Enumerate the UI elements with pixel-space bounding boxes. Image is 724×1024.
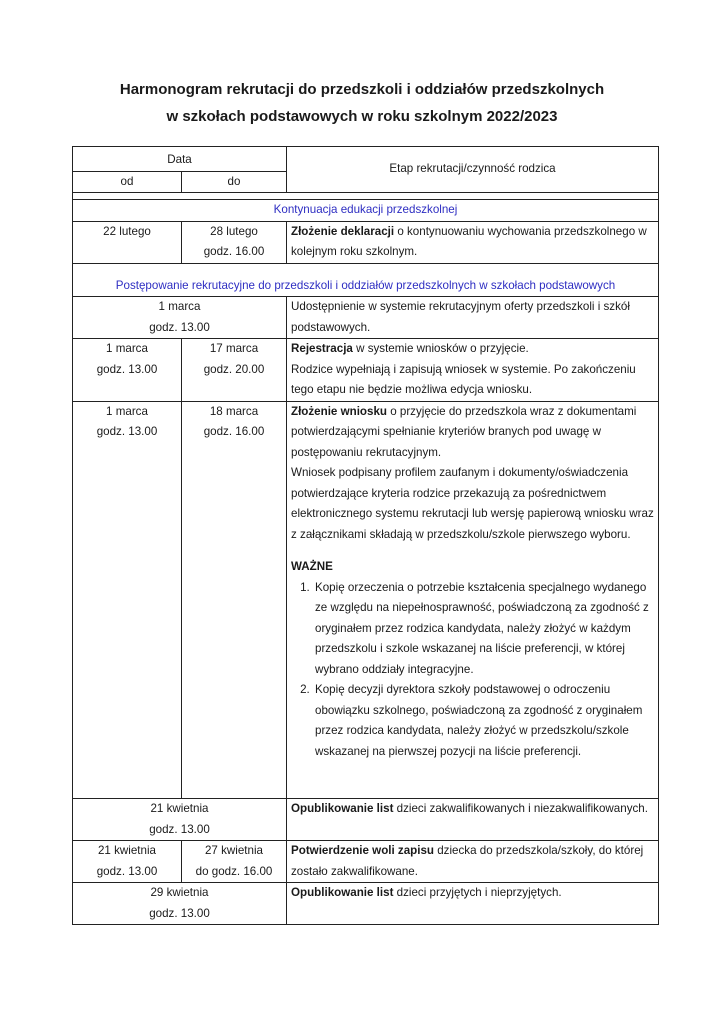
important-label: WAŻNE (291, 560, 333, 573)
stage-cell (287, 339, 659, 402)
stage-cell (287, 221, 659, 263)
stage-text: o przyjęcie do przedszkola wraz z dokumentami potwierdzającymi spełnianie kryteriów branych pod uwagę w postępowaniu rekrutacyjnym. (291, 404, 637, 459)
stage-text: dzieci przyjętych i nieprzyjętych. (393, 886, 562, 899)
section-heading: Kontynuacja edukacji przedszkolnej (73, 200, 659, 222)
section-heading: Postępowanie rekrutacyjne do przedszkoli i oddziałów przedszkolnych w szkołach podstawowych (73, 263, 659, 297)
date-to-cell (182, 339, 287, 402)
stage-bold: Rejestracja (291, 342, 353, 355)
date-to: 17 marca (209, 342, 259, 355)
time-from: godz. 13.00 (96, 362, 158, 376)
header-row (73, 147, 659, 172)
header-date: Data (73, 147, 287, 172)
date-from-cell (73, 401, 182, 799)
time-to: godz. 16.00 (203, 425, 265, 438)
date-from: 1 marca (106, 404, 148, 418)
important-list (291, 578, 654, 763)
time-to: godz. 20.00 (203, 362, 265, 376)
list-item: 2. Kopię decyzji dyrektora szkoły podstawowej o odroczeniu obowiązku szkolnego, poświadczoną za zgodność z oryginałem przez rodzica kandydata, należy złożyć w przedszkolu/szkole wskazanej na pierwszej pozycji na liście preferencji. (313, 680, 654, 762)
date-to: 18 marca (209, 404, 259, 418)
date: 21 kwietnia (150, 802, 209, 815)
date: 29 kwietnia (150, 886, 209, 899)
stage-bold: Potwierdzenie woli zapisu (291, 844, 435, 857)
section-row (73, 200, 659, 222)
stage-bold: Opublikowanie list (291, 802, 394, 815)
table-row (73, 401, 659, 799)
stage-cell (287, 883, 659, 925)
time-to: godz. 16.00 (203, 245, 265, 258)
header-stage: Etap rekrutacji/czynność rodzica (287, 147, 659, 193)
stage-text: dziecka do przedszkola/szkoły, do której zostało zakwalifikowane. (291, 844, 644, 878)
time: godz. 13.00 (149, 320, 210, 334)
cell-spacer (291, 762, 654, 798)
time-from: godz. 13.00 (96, 425, 158, 438)
section-row (73, 263, 659, 297)
stage-text-2: Rodzice wypełniają i zapisują wniosek w systemie. Po zakończeniu tego etapu nie będzie możliwa edycja wniosku. (291, 362, 636, 396)
date-from: 22 lutego (103, 224, 151, 238)
time: godz. 13.00 (149, 822, 210, 836)
date-from-cell (73, 841, 182, 883)
stage-text-2: Wniosek podpisany profilem zaufanym i dokumenty/oświadczenia potwierdzające kryteria rodzice przekazują za pośrednictwem elektronicznego systemu rekrutacji lub wersję papierową wniosku wraz z załącznikami składają w przedszkolu/szkole pierwszego wyboru. (291, 466, 654, 541)
stage-cell (287, 401, 659, 799)
section-row (73, 193, 659, 200)
stage-cell (287, 799, 659, 841)
stage-text: o kontynuowaniu wychowania przedszkolnego w kolejnym roku szkolnym. (291, 224, 647, 258)
date: 1 marca (158, 300, 201, 313)
time-from: godz. 13.00 (96, 864, 158, 878)
date-from-cell (73, 221, 182, 263)
date-cell (73, 799, 287, 841)
table-row (73, 297, 659, 339)
stage-text: w systemie wniosków o przyjęcie. (352, 342, 529, 355)
date-to-cell (182, 401, 287, 799)
list-item: 1. Kopię orzeczenia o potrzebie kształcenia specjalnego wydanego ze względu na niepełnosprawność, poświadczoną za zgodność z oryginałem przez rodzica kandydata, należy złożyć w każdym przedszkolu i szkole wskazanej na liście preferencji, w której wybrano oddziały integracyjne. (313, 578, 654, 681)
table-row (73, 883, 659, 925)
stage-cell (287, 841, 659, 883)
schedule-table (72, 146, 659, 925)
document-title (0, 76, 724, 130)
header-from: od (73, 171, 182, 193)
stage-bold: Złożenie wniosku (291, 404, 387, 418)
table-row (73, 841, 659, 883)
time: godz. 13.00 (149, 906, 210, 920)
date-to-cell (182, 221, 287, 263)
time-to: do godz. 16.00 (195, 864, 273, 878)
date-cell (73, 883, 287, 925)
date-cell (73, 297, 287, 339)
date-to-cell (182, 841, 287, 883)
stage-bold: Opublikowanie list (291, 886, 394, 899)
header-to: do (182, 171, 287, 193)
table-row (73, 799, 659, 841)
spacer-cell (73, 193, 659, 200)
stage-cell: Udostępnienie w systemie rekrutacyjnym oferty przedszkoli i szkół podstawowych. (287, 297, 659, 339)
date-from: 1 marca (106, 342, 148, 355)
title-line-1: Harmonogram rekrutacji do przedszkoli i oddziałów przedszkolnych (119, 81, 605, 98)
date-to: 27 kwietnia (204, 844, 263, 857)
table-row (73, 221, 659, 263)
stage-text: dzieci zakwalifikowanych i niezakwalifikowanych. (393, 802, 648, 815)
stage-bold: Złożenie deklaracji (291, 224, 395, 238)
date-from: 21 kwietnia (97, 844, 156, 857)
table-row (73, 339, 659, 402)
title-line-2: w szkołach podstawowych w roku szkolnym 2022/2023 (166, 108, 558, 125)
date-to: 28 lutego (210, 224, 258, 238)
date-from-cell (73, 339, 182, 402)
